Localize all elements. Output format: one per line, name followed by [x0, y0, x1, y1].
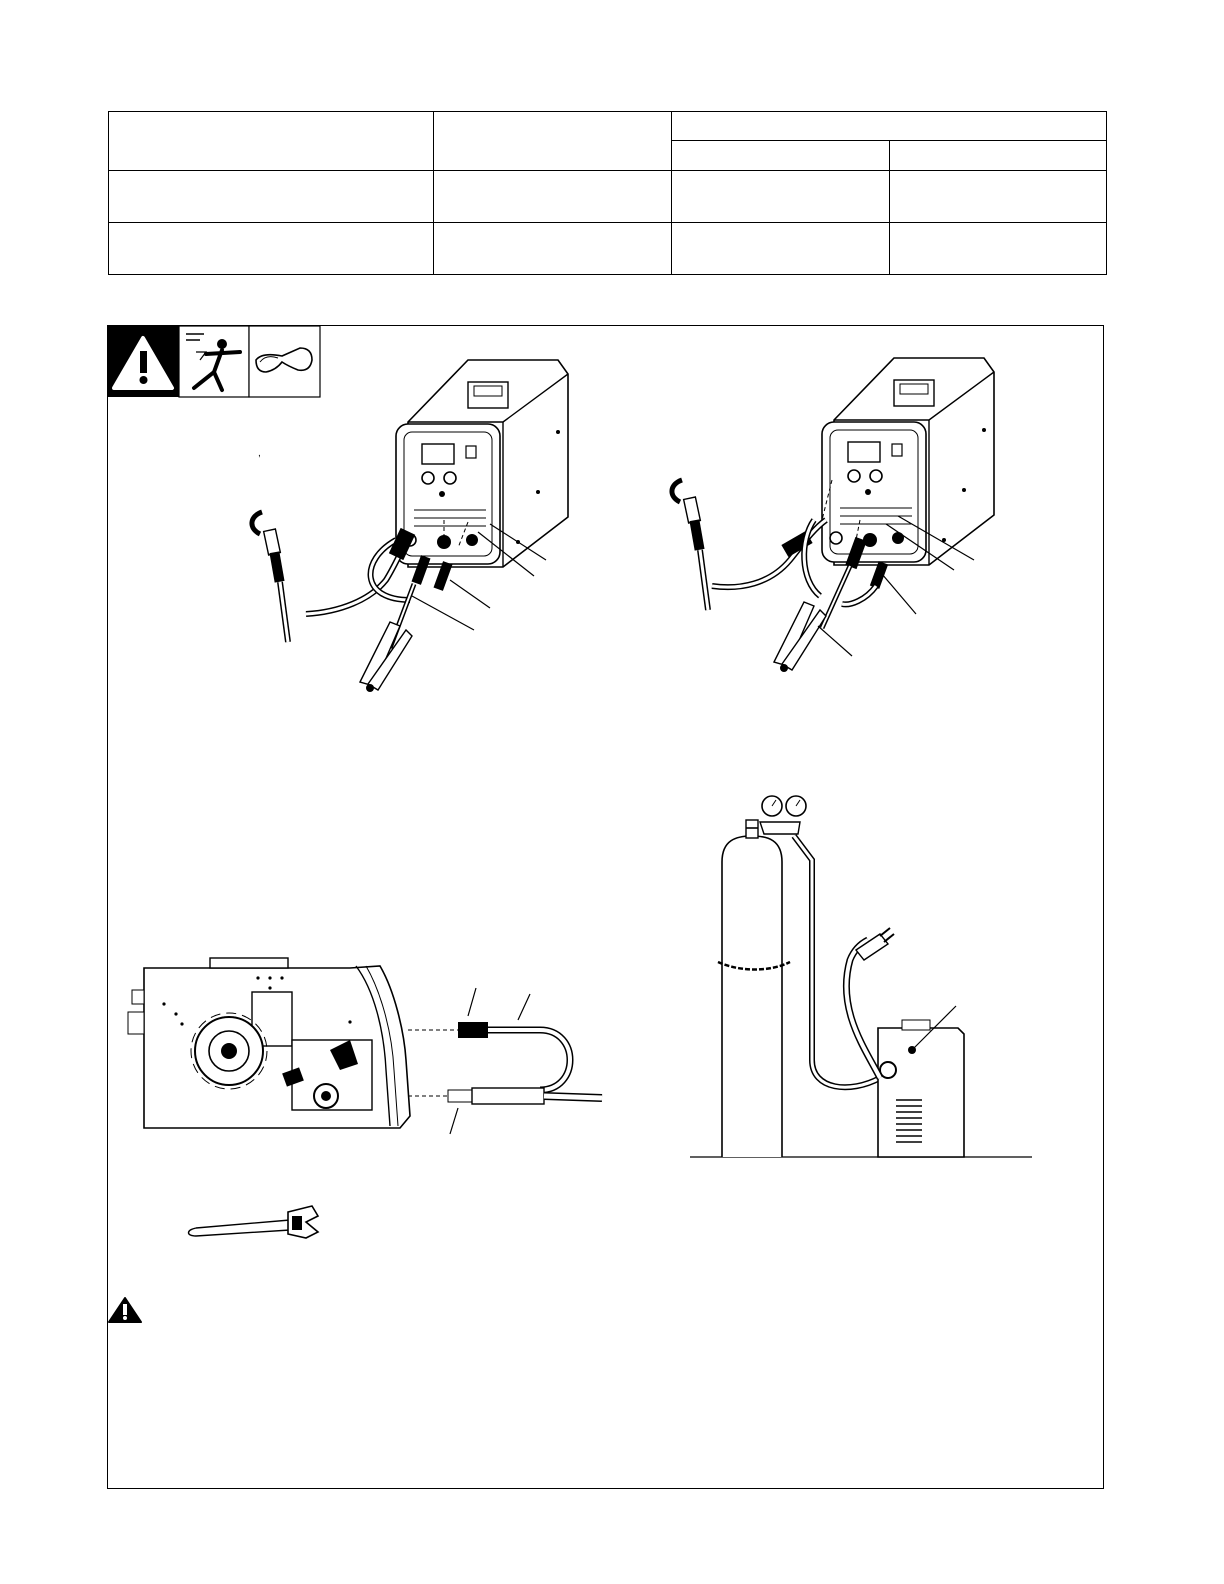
svg-text:,: ,: [258, 448, 261, 459]
welder-side-gun-connection: [128, 958, 602, 1134]
electric-shock-icon: [179, 326, 249, 397]
welder-front-connections-left: [252, 360, 568, 692]
safety-glasses-icon: [249, 326, 320, 397]
warning-triangle-icon: [108, 326, 179, 397]
welder-front-connections-right: [672, 358, 994, 672]
wrench-icon: [189, 1206, 319, 1238]
gas-cylinder-hookup: [690, 796, 1032, 1157]
warning-triangle-icon: [109, 1298, 141, 1322]
